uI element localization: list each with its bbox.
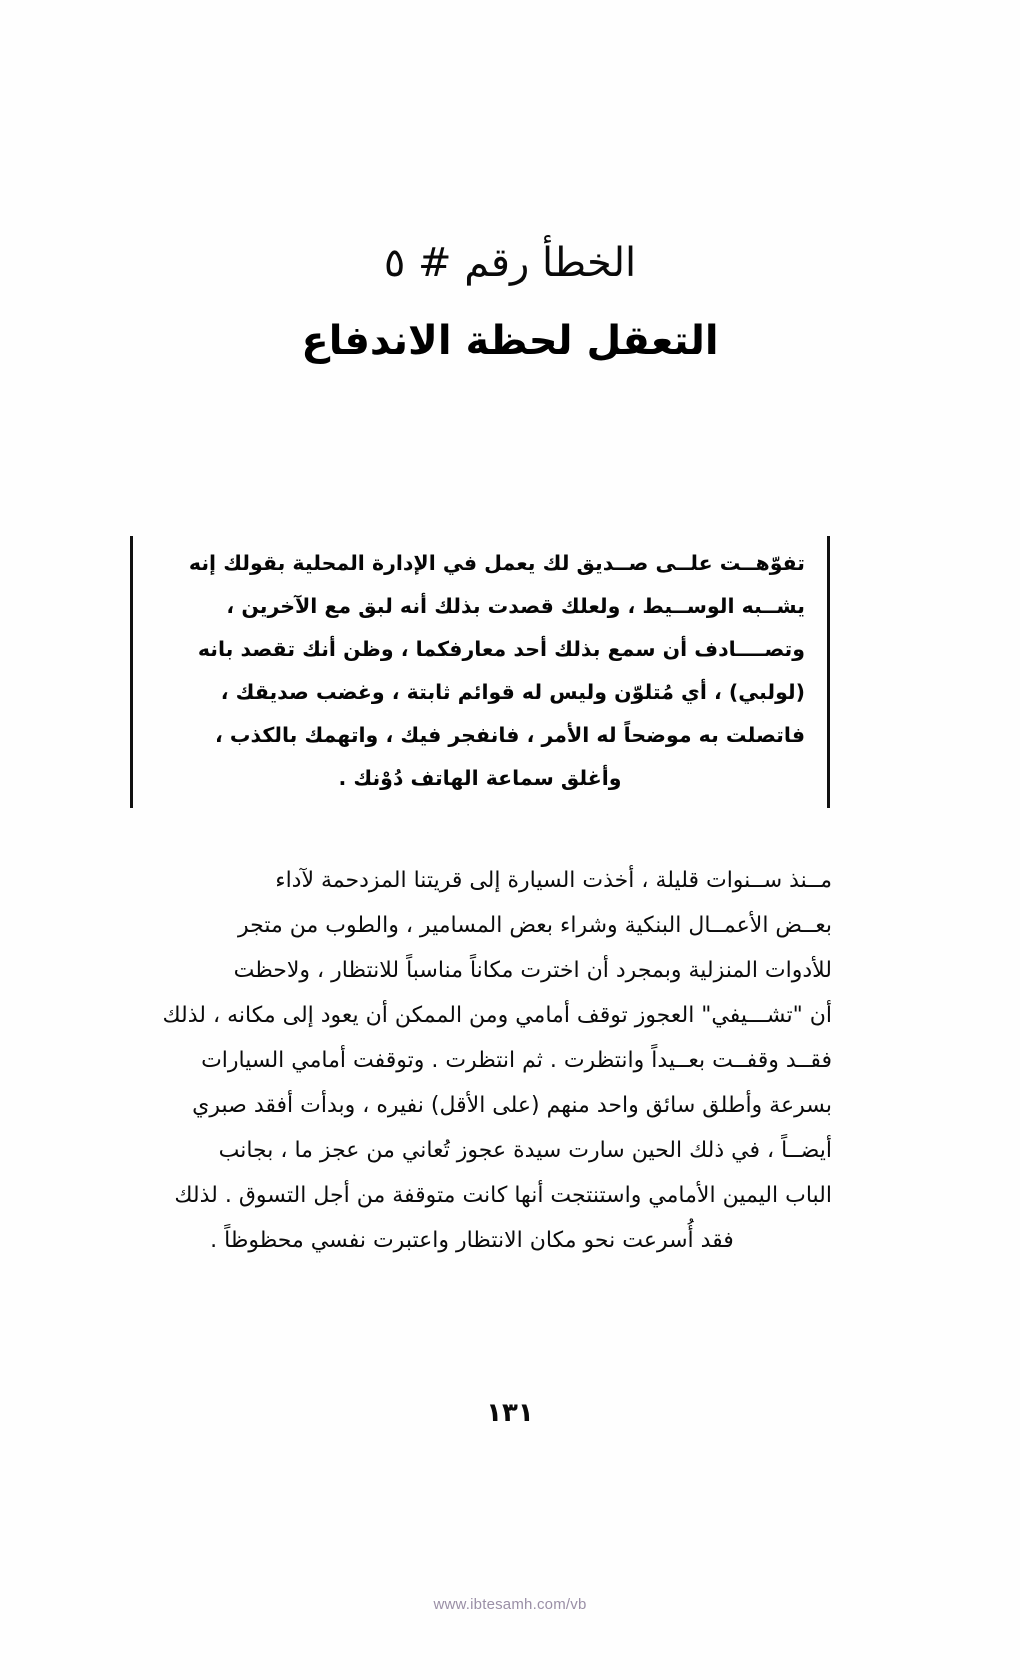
body-line: فقد أُسرعت نحو مكان الانتظار واعتبرت نفسي محظوظاً . [210,1228,734,1253]
quote-line: وتصــــادف أن سمع بذلك أحد معارفكما ، وظن أنك تقصد بانه [197,637,805,661]
body-line: أن "تشـــيفي" العجوز توقف أمامي ومن الممكن أن يعود إلى مكانه ، لذلك [162,1003,832,1028]
page-title: التعقل لحظة الاندفاع [301,318,719,364]
body-line: أيضــاً ، في ذلك الحين سارت سيدة عجوز تُعاني من عجز ما ، بجانب [218,1138,832,1163]
chapter-number-label: الخطأ رقم # ٥ [383,240,637,286]
body-paragraph [112,858,832,1263]
quote-line: (لولبي) ، أي مُتلوّن وليس له قوائم ثابتة ، وغضب صديقك ، [220,680,805,704]
chapter-heading [0,238,1020,366]
quote-line: يشــبه الوســيط ، ولعلك قصدت بذلك أنه لبق مع الآخرين ، [226,594,805,618]
body-line: فقــد وقفــت بعــيداً وانتظرت . ثم انتظرت . وتوقفت أمامي السيارات [201,1048,832,1073]
quote-line: تفوّهــت علــى صــديق لك يعمل في الإدارة المحلية بقولك إنه [188,551,805,575]
body-line: مــنذ ســنوات قليلة ، أخذت السيارة إلى قريتنا المزدحمة لآداء [275,868,832,893]
body-line: بعــض الأعمــال البنكية وشراء بعض المسامير ، والطوب من متجر [238,913,832,938]
quote-line: فاتصلت به موضحاً له الأمر ، فانفجر فيك ، واتهمك بالكذب ، [214,723,805,747]
body-line: للأدوات المنزلية وبمجرد أن اخترت مكاناً مناسباً للانتظار ، ولاحظت [233,958,832,983]
body-line: الباب اليمين الأمامي واستنتجت أنها كانت متوقفة من أجل التسوق . لذلك [174,1183,832,1208]
quote-block [130,536,830,808]
footer-watermark: www.ibtesamh.com/vb [433,1596,587,1613]
body-line: بسرعة وأطلق سائق واحد منهم (على الأقل) نفيره ، وبدأت أفقد صبري [192,1093,832,1118]
quote-line: وأغلق سماعة الهاتف دُوْنك . [338,766,622,790]
page-number: ١٣١ [486,1398,534,1428]
